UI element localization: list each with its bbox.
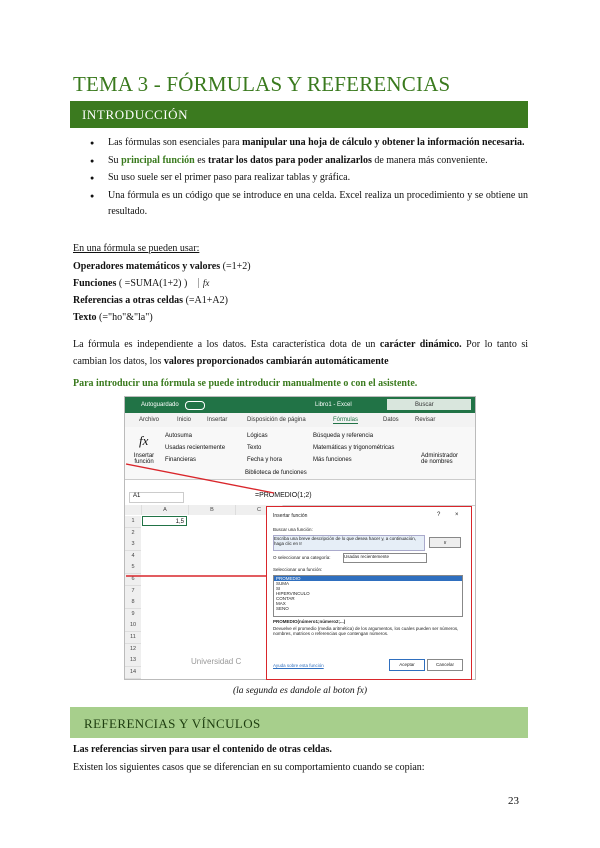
row-header[interactable]: 13 <box>125 655 141 667</box>
row-header[interactable]: 12 <box>125 644 141 656</box>
datetime-button[interactable]: Fecha y hora <box>247 457 283 463</box>
col-header[interactable]: C <box>236 505 283 515</box>
list-item[interactable]: SENO <box>276 606 289 611</box>
row-header[interactable]: 9 <box>125 609 141 621</box>
dialog-title: Insertar función <box>273 513 308 519</box>
autosum-button[interactable]: Autosuma <box>165 433 193 439</box>
references-heading-band <box>70 707 528 738</box>
row-header[interactable]: 3 <box>125 539 141 551</box>
search-function-input[interactable]: Escriba una breve descripción de lo que desea hacer y, a continuación, haga clic en Ir <box>273 535 425 551</box>
list-item: ● Su uso suele ser el primer paso para realizar tablas y gráfica. <box>90 170 528 187</box>
name-manager-button[interactable]: Administrador de nombres <box>421 453 459 465</box>
row-header[interactable]: 7 <box>125 586 141 598</box>
math-button[interactable]: Matemáticas y trigonométricas <box>313 445 395 451</box>
tab-disposicion[interactable]: Disposición de página <box>247 417 306 423</box>
function-description: Devuelve el promedio (media aritmética) de los argumentos, los cuales pueden ser números, nombres, matrices o referencias que contengan números. <box>273 626 459 636</box>
watermark: Universidad C <box>191 657 242 666</box>
use-functions: Funciones ( =SUMA(1+2) ) fx <box>73 278 210 289</box>
list-item: ● Su principal función es tratar los datos para poder analizarlos de manera más conveniente. <box>90 153 528 170</box>
row-header[interactable]: 5 <box>125 562 141 574</box>
use-operators: Operadores matemáticos y valores (=1+2) <box>73 261 251 272</box>
list-item[interactable]: CONTAR <box>276 596 295 601</box>
references-bold-line: Las referencias sirven para usar el contenido de otras celdas. <box>73 744 332 755</box>
go-button[interactable]: Ir <box>429 537 461 548</box>
row-header[interactable]: 11 <box>125 632 141 644</box>
function-list-label: Seleccionar una función: <box>273 567 323 572</box>
search-label: Buscar una función: <box>273 527 313 532</box>
tab-formulas[interactable]: Fórmulas <box>333 417 359 423</box>
function-list[interactable] <box>273 575 463 617</box>
row-header[interactable]: 10 <box>125 620 141 632</box>
recent-button[interactable]: Usadas recientemente <box>165 445 226 451</box>
row-header[interactable]: 14 <box>125 667 141 679</box>
insert-function-icon[interactable]: fx <box>139 433 149 448</box>
tab-inicio[interactable]: Inicio <box>177 417 192 423</box>
close-icon[interactable]: × <box>455 512 459 518</box>
assistant-line: Para introducir una fórmula se puede introducir manualmente o con el asistente. <box>73 378 418 389</box>
financial-button[interactable]: Financieras <box>165 457 197 463</box>
more-functions-button[interactable]: Más funciones <box>313 457 352 463</box>
list-item[interactable]: MAX <box>276 601 286 606</box>
row-header[interactable]: 8 <box>125 597 141 609</box>
arrow-line <box>126 464 274 493</box>
insert-function-label: Insertar función <box>133 453 155 465</box>
cell-a1[interactable]: 1,5 <box>142 516 187 526</box>
tab-insertar[interactable]: Insertar <box>207 417 228 423</box>
page-number: 23 <box>508 795 519 807</box>
name-box[interactable]: A1 <box>129 492 184 503</box>
references-heading: REFERENCIAS Y VÍNCULOS <box>84 716 261 731</box>
page-title: TEMA 3 - FÓRMULAS Y REFERENCIAS <box>73 72 451 96</box>
help-icon[interactable]: ? <box>437 512 441 518</box>
formula-uses-intro: En una fórmula se pueden usar: <box>73 243 200 254</box>
list-item[interactable]: SUMA <box>276 581 290 586</box>
list-item: ● Una fórmula es un código que se introduce en una celda. Excel realiza un procedimiento y se obtiene un resultado. <box>90 188 528 221</box>
list-item[interactable]: SI <box>276 586 281 591</box>
list-item[interactable]: PROMEDIO <box>274 576 462 581</box>
intro-heading: INTRODUCCIÓN <box>82 107 189 122</box>
col-header[interactable]: B <box>189 505 236 515</box>
row-header[interactable]: 6 <box>125 574 141 586</box>
category-select[interactable]: Usadas recientemente <box>343 553 427 563</box>
formula-input[interactable]: =PROMEDIO(1;2) <box>255 492 312 499</box>
use-text: Texto (="ho"&"la") <box>73 312 153 323</box>
excel-titlebar: Autoguardado Libro1 - Excel Buscar <box>125 397 475 413</box>
dynamic-paragraph: La fórmula es independiente a los datos. Esta característica dota de un carácter dinámico. Por lo tanto si cambian los datos, los valores proporcionados cambiarán automáticamente <box>73 339 529 367</box>
group-label: Biblioteca de funciones <box>245 470 307 476</box>
cancel-button[interactable]: Cancelar <box>427 659 463 671</box>
row-header[interactable]: 2 <box>125 528 141 540</box>
row-header[interactable]: 4 <box>125 551 141 563</box>
row-header[interactable]: 1 <box>125 516 141 528</box>
help-link[interactable]: Ayuda sobre esta función <box>273 663 324 668</box>
ok-button[interactable]: Aceptar <box>389 659 425 671</box>
excel-search[interactable]: Buscar <box>387 399 471 410</box>
tab-revisar[interactable]: Revisar <box>415 417 436 423</box>
figure-caption: (la segunda es dandole al boton fx) <box>232 686 368 696</box>
lookup-button[interactable]: Búsqueda y referencia <box>313 433 374 439</box>
insert-function-dialog <box>266 506 472 680</box>
col-header[interactable]: A <box>142 505 189 515</box>
references-line: Existen los siguientes casos que se diferencian en su comportamiento cuando se copian: <box>73 762 425 773</box>
fx-icon: fx <box>198 278 210 288</box>
list-item: ● Las fórmulas son esenciales para manipular una hoja de cálculo y obtener la información necesaria. <box>90 135 528 152</box>
use-references: Referencias a otras celdas (=A1+A2) <box>73 295 228 306</box>
category-label: O seleccionar una categoría: <box>273 555 331 560</box>
list-item[interactable]: HIPERVINCULO <box>276 591 310 596</box>
text-button[interactable]: Texto <box>247 445 262 451</box>
function-syntax: PROMEDIO(número1;número2;...) <box>273 619 346 624</box>
logical-button[interactable]: Lógicas <box>247 433 268 439</box>
tab-datos[interactable]: Datos <box>383 417 399 423</box>
tab-archivo[interactable]: Archivo <box>139 417 160 423</box>
